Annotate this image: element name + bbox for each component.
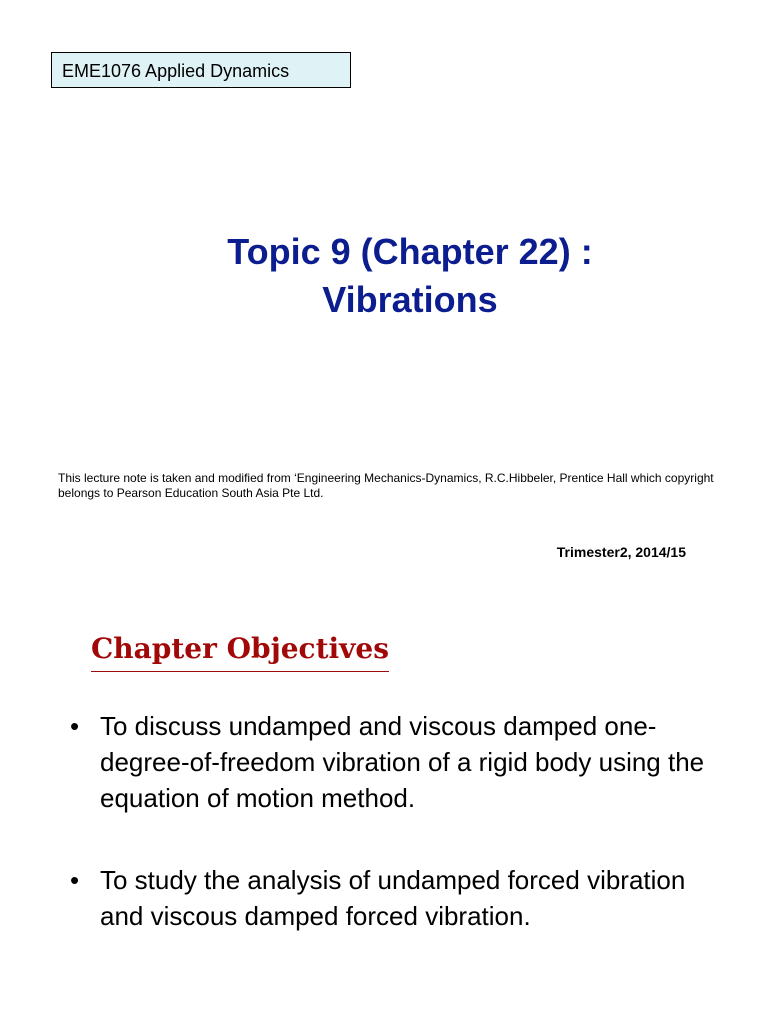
slide-title-line-1: Topic 9 (Chapter 22) : xyxy=(227,231,593,272)
bullet-icon: • xyxy=(70,711,80,741)
objective-item xyxy=(70,708,710,816)
bullet-icon: • xyxy=(70,865,80,895)
slide-title xyxy=(0,228,768,324)
credit-note: This lecture note is taken and modified from ‘Engineering Mechanics-Dynamics, R.C.Hibbeler, Prentice Hall which copyright belongs to Pearson Education South Asia Pte Ltd. xyxy=(58,471,714,500)
slide-title-line-2: Vibrations xyxy=(322,279,498,320)
objective-item xyxy=(70,862,710,934)
objective-text: To study the analysis of undamped forced vibration and viscous damped forced vibration. xyxy=(100,865,686,931)
course-label: EME1076 Applied Dynamics xyxy=(51,52,351,88)
objectives-heading: Chapter Objectives xyxy=(91,630,389,672)
objective-text: To discuss undamped and viscous damped one-degree-of-freedom vibration of a rigid body using the equation of motion method. xyxy=(100,711,705,813)
objectives-list xyxy=(70,708,710,980)
term-label: Trimester2, 2014/15 xyxy=(556,544,686,560)
